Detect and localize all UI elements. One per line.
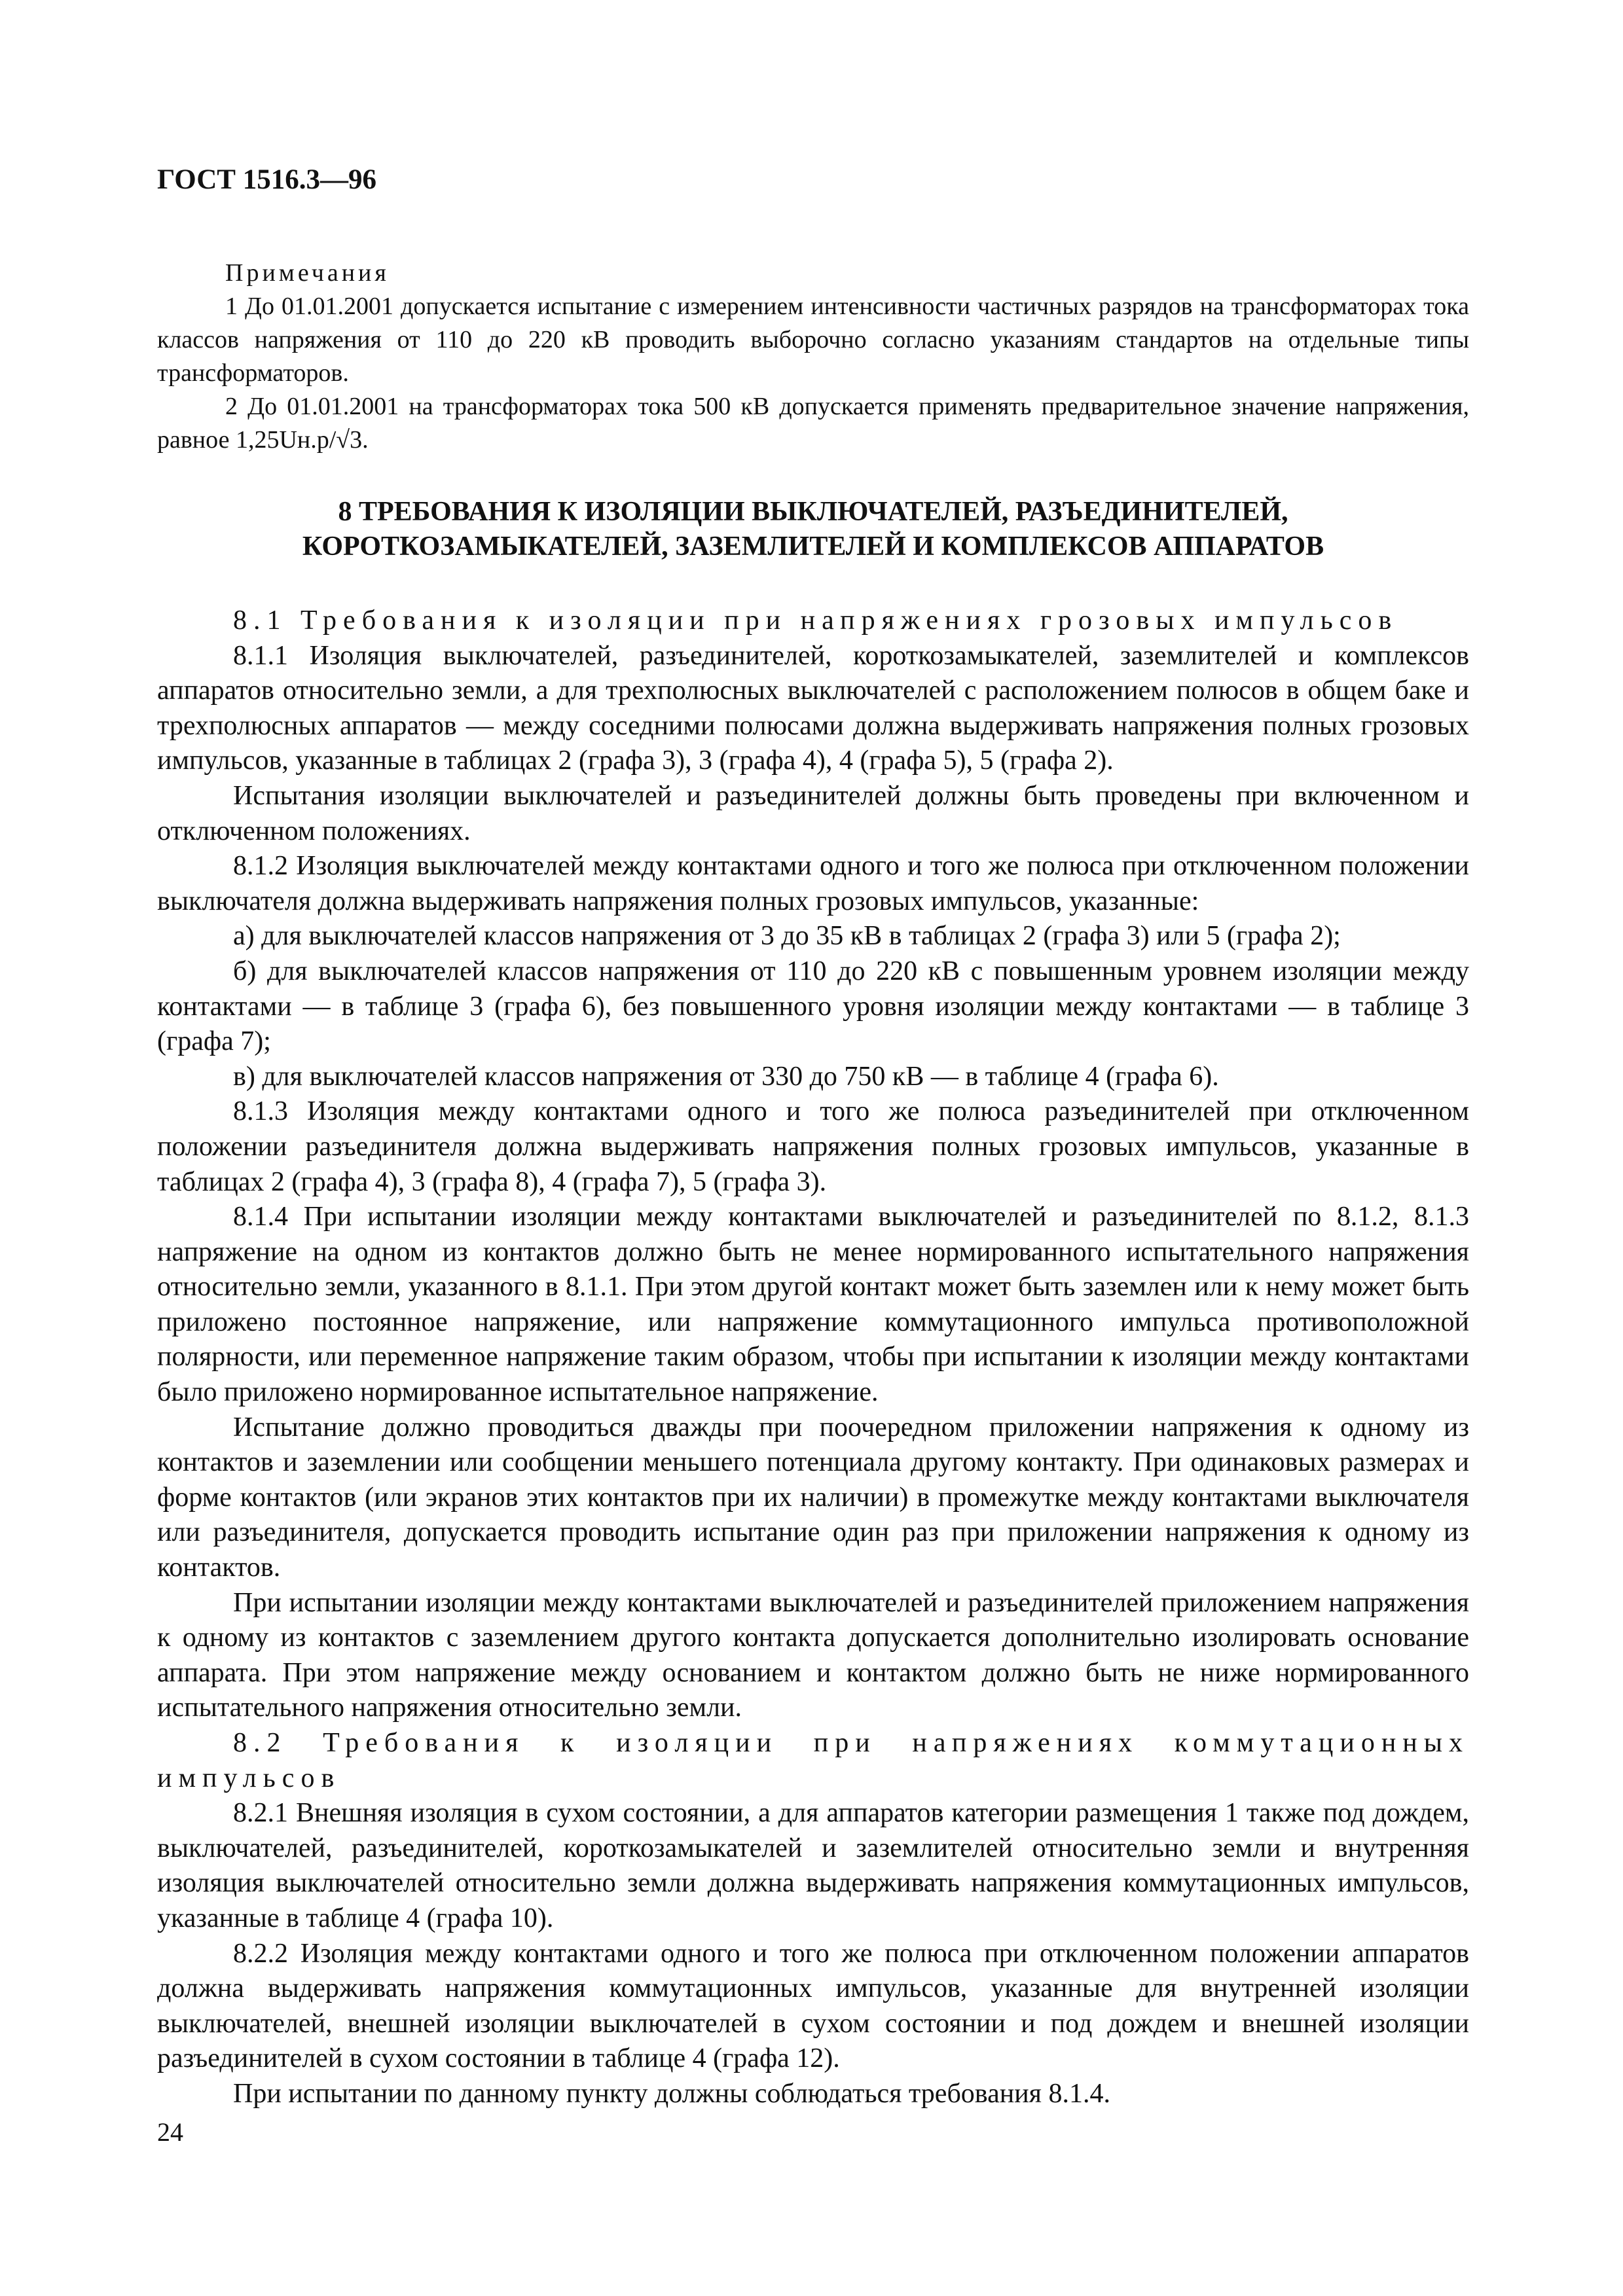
note-item: 2 До 01.01.2001 на трансформаторах тока 500 кВ допускается применять предварительное значение напряжения, равное 1,25Uн.р/√3.	[157, 393, 1469, 454]
paragraph: Испытание должно проводиться дважды при поочередном приложении напряжения к одному из контактов и заземлении или сообщении меньшего потенциала другому контакту. При одинаковых размерах и форме контактов (или экранов этих контактов при их наличии) в промежутке между контактами выключателя или разъединителя, допускается проводить испытание один раз при приложении напряжения к одному из контактов.	[157, 1412, 1469, 1583]
subsection-title-8-1: 8.1 Требования к изоляции при напряжениях грозовых импульсов	[233, 605, 1398, 636]
list-item-b: б) для выключателей классов напряжения от 110 до 220 кВ с повышенным уровнем изоляции между контактами — в таблице 3 (графа 6), без повышенного уровня изоляции между контактами — в таблице 3 (графа 7);	[157, 956, 1469, 1057]
paragraph: При испытании по данному пункту должны соблюдаться требования 8.1.4.	[233, 2078, 1111, 2109]
subsection-title-8-2: 8.2 Требования к изоляции при напряжениях коммутационных импульсов	[157, 1728, 1469, 1793]
paragraph: При испытании изоляции между контактами выключателей и разъединителей приложением напряжения к одному из контактов с заземлением другого контакта допускается дополнительно изолировать основание аппарата. При этом напряжение между основанием и контактом должно быть не ниже нормированного испытательного напряжения относительно земли.	[157, 1587, 1469, 1723]
paragraph-8-1-1: 8.1.1 Изоляция выключателей, разъединителей, короткозамыкателей, заземлителей и комплексов аппаратов относительно земли, а для трехполюсных выключателей с расположением полюсов в общем баке и трехполюсных аппаратов — между соседними полюсами должна выдерживать напряжения полных грозовых импульсов, указанные в таблицах 2 (графа 3), 3 (графа 4), 4 (графа 5), 5 (графа 2).	[157, 640, 1469, 776]
page-content	[157, 257, 1469, 2112]
paragraph-8-2-1: 8.2.1 Внешняя изоляция в сухом состоянии, а для аппаратов категории размещения 1 также под дождем, выключателей, разъединителей, короткозамыкателей и заземлителей относительно земли и внутренняя изоляция выключателей относительно земли должна выдерживать напряжения коммутационных импульсов, указанные в таблице 4 (графа 10).	[157, 1798, 1469, 1933]
page-number: 24	[157, 2117, 183, 2147]
document-header: ГОСТ 1516.3—96	[157, 164, 376, 195]
paragraph-8-1-3: 8.1.3 Изоляция между контактами одного и того же полюса разъединителей при отключенном положении разъединителя должна выдерживать напряжения полных грозовых импульсов, указанные в таблицах 2 (графа 4), 3 (графа 8), 4 (графа 7), 5 (графа 3).	[157, 1096, 1469, 1197]
note-item: 1 До 01.01.2001 допускается испытание с измерением интенсивности частичных разрядов на трансформаторах тока классов напряжения от 110 до 220 кВ проводить выборочно согласно указаниям стандартов на отдельные типы трансформаторов.	[157, 293, 1469, 387]
paragraph: Испытания изоляции выключателей и разъединителей должны быть проведены при включенном и отключенном положениях.	[157, 780, 1469, 846]
paragraph-8-1-4: 8.1.4 При испытании изоляции между контактами выключателей и разъединителей по 8.1.2, 8.1.3 напряжение на одном из контактов должно быть не менее нормированного испытательного напряжения относительно земли, указанного в 8.1.1. При этом другой контакт может быть заземлен или к нему может быть приложено постоянное напряжение, или напряжение коммутационного импульса противоположной полярности, или переменное напряжение таким образом, чтобы при испытании к изоляции между контактами было приложено нормированное испытательное напряжение.	[157, 1202, 1469, 1408]
list-item-c: в) для выключателей классов напряжения от 330 до 750 кВ — в таблице 4 (графа 6).	[233, 1061, 1219, 1092]
section-title: 8 ТРЕБОВАНИЯ К ИЗОЛЯЦИИ ВЫКЛЮЧАТЕЛЕЙ, РАЗЪЕДИНИТЕЛЕЙ, КОРОТКОЗАМЫКАТЕЛЕЙ, ЗАЗЕМЛИТЕЛЕЙ И КОМПЛЕКСОВ АППАРАТОВ	[302, 497, 1324, 562]
paragraph-8-1-2: 8.1.2 Изоляция выключателей между контактами одного и того же полюса при отключенном положении выключателя должна выдерживать напряжения полных грозовых импульсов, указанные:	[157, 851, 1469, 916]
paragraph-8-2-2: 8.2.2 Изоляция между контактами одного и того же полюса при отключенном положении аппаратов должна выдерживать напряжения коммутационных импульсов, указанные для внутренней изоляции выключателей, внешней изоляции выключателей в сухом состоянии и под дождем и внешней изоляции разъединителей в сухом состоянии в таблице 4 (графа 12).	[157, 1938, 1469, 2074]
notes-title: Примечания	[225, 259, 390, 287]
list-item-a: а) для выключателей классов напряжения от 3 до 35 кВ в таблицах 2 (графа 3) или 5 (графа 2);	[233, 921, 1341, 952]
